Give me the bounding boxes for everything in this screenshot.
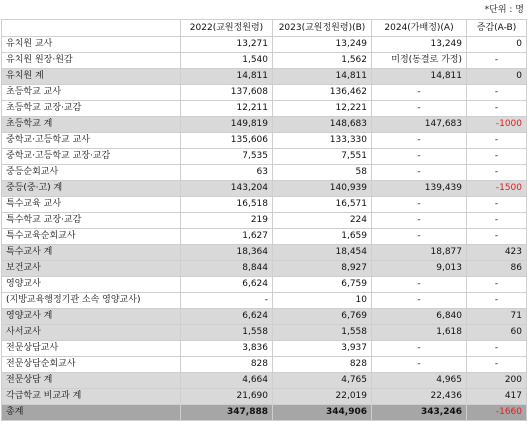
cell-2022: 828 [181,357,273,373]
row-label: 사서교사 [2,325,181,341]
table-row [2,197,527,213]
cell-2023: 6,759 [273,277,372,293]
cell-2024: 14,811 [372,69,467,85]
cell-diff: - [467,165,527,181]
cell-2024: 18,877 [372,245,467,261]
cell-2024: 343,246 [372,405,467,421]
cell-diff: 71 [467,309,527,325]
table-row [2,69,527,85]
row-label: 보건교사 [2,261,181,277]
table-row [2,229,527,245]
cell-diff: 200 [467,373,527,389]
row-label: 전문상담 계 [2,373,181,389]
cell-2024: - [372,85,467,101]
cell-2023: 14,811 [273,69,372,85]
table-row [2,373,527,389]
cell-2024: - [372,341,467,357]
table-row [2,117,527,133]
cell-2024: 6,840 [372,309,467,325]
cell-diff: 86 [467,261,527,277]
cell-2022: 219 [181,213,273,229]
cell-2023: 1,558 [273,325,372,341]
cell-diff: 417 [467,389,527,405]
cell-2022: 135,606 [181,133,273,149]
table-row [2,261,527,277]
table-row [2,341,527,357]
cell-diff: - [467,149,527,165]
table-row [2,101,527,117]
row-label: 초등학교 교사 [2,85,181,101]
cell-2024: 9,013 [372,261,467,277]
row-label: 유치원 원장·원감 [2,53,181,69]
cell-2023: 1,659 [273,229,372,245]
cell-diff: - [467,197,527,213]
header-2022: 2022(교원정원령) [181,20,273,37]
cell-diff: - [467,213,527,229]
cell-2023: 13,249 [273,37,372,53]
table-row [2,277,527,293]
cell-2022: 6,624 [181,277,273,293]
cell-2022: 4,664 [181,373,273,389]
header-2024: 2024(가배정)(A) [372,20,467,37]
table-header-row [2,20,527,37]
table-row [2,293,527,309]
table-row [2,309,527,325]
row-label: 유치원 계 [2,69,181,85]
row-label: 특수학교 교장·교감 [2,213,181,229]
cell-2022: 8,844 [181,261,273,277]
table-row [2,133,527,149]
cell-2023: 224 [273,213,372,229]
cell-2024: - [372,165,467,181]
cell-2023: 136,462 [273,85,372,101]
cell-2022: 1,627 [181,229,273,245]
cell-diff: - [467,357,527,373]
cell-2022: 21,690 [181,389,273,405]
table-row [2,149,527,165]
cell-2023: 58 [273,165,372,181]
cell-2022: 6,624 [181,309,273,325]
cell-2023: 148,683 [273,117,372,133]
cell-diff: - [467,341,527,357]
cell-2023: 16,571 [273,197,372,213]
cell-2023: 7,551 [273,149,372,165]
cell-diff: -1500 [467,181,527,197]
header-2023: 2023(교원정원령)(B) [273,20,372,37]
table-row [2,37,527,53]
unit-note: *단위 : 명 [484,5,524,15]
cell-2022: 7,535 [181,149,273,165]
row-label: 특수교육순회교사 [2,229,181,245]
cell-2024: - [372,277,467,293]
table-row [2,53,527,69]
teacher-quota-table [1,19,527,421]
cell-2024: 13,249 [372,37,467,53]
cell-2022: 1,540 [181,53,273,69]
header-category [2,20,181,37]
cell-2022: 16,518 [181,197,273,213]
cell-2022: 347,888 [181,405,273,421]
cell-2023: 12,221 [273,101,372,117]
table-row [2,165,527,181]
cell-diff: 423 [467,245,527,261]
cell-2023: 133,330 [273,133,372,149]
cell-2024: 4,965 [372,373,467,389]
cell-2022: 149,819 [181,117,273,133]
row-label: 영양교사 계 [2,309,181,325]
cell-diff: 0 [467,69,527,85]
row-label: 특수교육 교사 [2,197,181,213]
table-row [2,85,527,101]
cell-2022: 12,211 [181,101,273,117]
cell-2022: 18,364 [181,245,273,261]
row-label: 초등학교 교장·교감 [2,101,181,117]
cell-2024: 147,683 [372,117,467,133]
cell-2024: - [372,149,467,165]
cell-2024: - [372,197,467,213]
cell-2023: 22,019 [273,389,372,405]
cell-2023: 18,454 [273,245,372,261]
cell-2024: 22,436 [372,389,467,405]
table-row [2,389,527,405]
cell-2024: 139,439 [372,181,467,197]
row-label: (지방교육행정기관 소속 영양교사) [2,293,181,309]
cell-diff: - [467,277,527,293]
cell-2024: 1,618 [372,325,467,341]
cell-2023: 828 [273,357,372,373]
cell-diff: -1660 [467,405,527,421]
table-body [2,37,527,421]
cell-2022: - [181,293,273,309]
row-label: 특수교사 계 [2,245,181,261]
table-row [2,181,527,197]
cell-2022: 13,271 [181,37,273,53]
row-label: 영양교사 [2,277,181,293]
row-label: 유치원 교사 [2,37,181,53]
row-label: 중학교·고등학교 교사 [2,133,181,149]
cell-2023: 8,927 [273,261,372,277]
cell-2024: - [372,133,467,149]
cell-2024: 미정(동결로 가정) [372,53,467,69]
cell-diff: 0 [467,37,527,53]
cell-diff: - [467,85,527,101]
table-row [2,245,527,261]
cell-diff: - [467,133,527,149]
cell-2022: 63 [181,165,273,181]
table-row [2,357,527,373]
cell-2022: 143,204 [181,181,273,197]
row-label: 각급학교 비교과 계 [2,389,181,405]
table-row [2,325,527,341]
header-diff: 증감(A-B) [467,20,527,37]
cell-diff: 60 [467,325,527,341]
cell-2023: 6,769 [273,309,372,325]
row-label: 중학교·고등학교 교장·교감 [2,149,181,165]
cell-2024: - [372,293,467,309]
cell-diff: - [467,101,527,117]
cell-2022: 1,558 [181,325,273,341]
cell-2022: 3,836 [181,341,273,357]
cell-diff: - [467,53,527,69]
row-label: 전문상담순회교사 [2,357,181,373]
cell-2024: - [372,213,467,229]
cell-2023: 344,906 [273,405,372,421]
cell-2023: 140,939 [273,181,372,197]
cell-2024: - [372,357,467,373]
cell-2023: 1,562 [273,53,372,69]
cell-diff: -1000 [467,117,527,133]
cell-diff: - [467,293,527,309]
cell-2024: - [372,101,467,117]
cell-2024: - [372,229,467,245]
table-row [2,405,527,421]
table-row [2,213,527,229]
cell-2022: 137,608 [181,85,273,101]
row-label: 중등순회교사 [2,165,181,181]
row-label: 중등(중·고) 계 [2,181,181,197]
row-label: 초등학교 계 [2,117,181,133]
cell-2022: 14,811 [181,69,273,85]
cell-2023: 3,937 [273,341,372,357]
cell-2023: 10 [273,293,372,309]
row-label: 총계 [2,405,181,421]
row-label: 전문상담교사 [2,341,181,357]
cell-diff: - [467,229,527,245]
cell-2023: 4,765 [273,373,372,389]
